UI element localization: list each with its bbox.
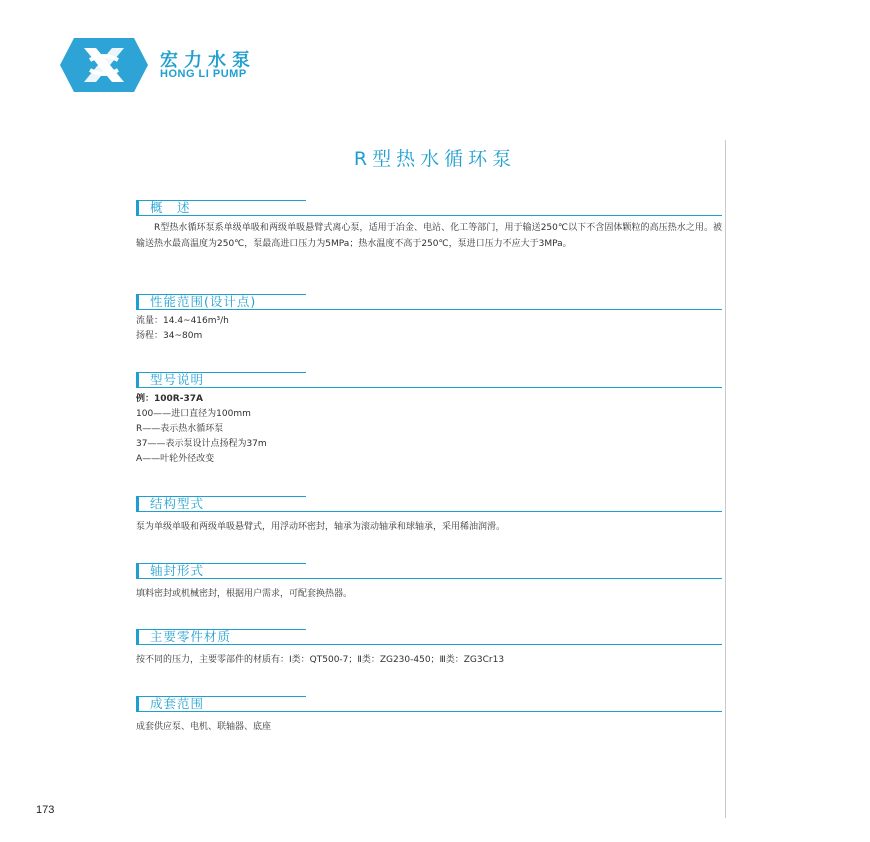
section-heading [136,294,722,310]
overview-text: R型热水循环泵系单级单吸和两级单吸悬臂式离心泵，适用于冶金、电站、化工等部门，用于输送250℃以下不含固体颗粒的高压热水之用。被输送热水最高温度为250℃，泵最高进口压力为5MPa；热水温度不高于250℃，泵进口压力不应大于3MPa。 [136,223,722,249]
section-heading-label: 概 述 [150,200,191,215]
section-heading [136,629,722,645]
section-materials [136,629,722,668]
model-example: 例：100R-37A [136,394,203,404]
page-number: 173 [36,804,55,816]
section-heading-label: 轴封形式 [150,563,205,578]
model-line: A——叶轮外径改变 [136,454,215,464]
model-line: 37——表示泵设计点扬程为37m [136,439,267,449]
section-performance [136,294,722,344]
model-line: R——表示热水循环泵 [136,424,224,434]
section-heading [136,563,722,579]
section-heading [136,200,722,216]
structure-text: 泵为单级单吸和两级单吸悬臂式，用浮动环密封，轴承为滚动轴承和球轴承，采用稀油润滑。 [136,522,506,532]
section-heading [136,496,722,512]
section-overview [136,200,722,252]
section-heading-label: 性能范围(设计点) [150,294,257,309]
model-line: 100——进口直径为100mm [136,409,251,419]
section-seal [136,563,722,602]
section-heading-label: 成套范围 [150,696,205,711]
section-heading-label: 结构型式 [150,496,205,511]
hong-li-logo-icon [60,38,148,92]
section-heading-label: 主要零件材质 [150,629,232,644]
brand-name-cn: 宏力水泵 [160,50,256,71]
scope-text: 成套供应泵、电机、联轴器、底座 [136,722,272,732]
flow-range: 流量：14.4~416m³/h [136,316,229,326]
section-structure [136,496,722,535]
seal-text: 填料密封或机械密封，根据用户需求，可配套换热器。 [136,589,353,599]
materials-text: 按不同的压力，主要零部件的材质有：Ⅰ类：QT500-7；Ⅱ类：ZG230-450；Ⅲ类：ZG3Cr13 [136,655,505,665]
brand-name-en: HONG LI PUMP [160,68,247,80]
section-heading-label: 型号说明 [150,372,205,387]
page-title: R型热水循环泵 [353,148,517,170]
column-divider [725,140,726,818]
section-heading [136,372,722,388]
section-heading [136,696,722,712]
head-range: 扬程：34~80m [136,331,203,341]
section-scope [136,696,722,735]
section-model [136,372,722,467]
